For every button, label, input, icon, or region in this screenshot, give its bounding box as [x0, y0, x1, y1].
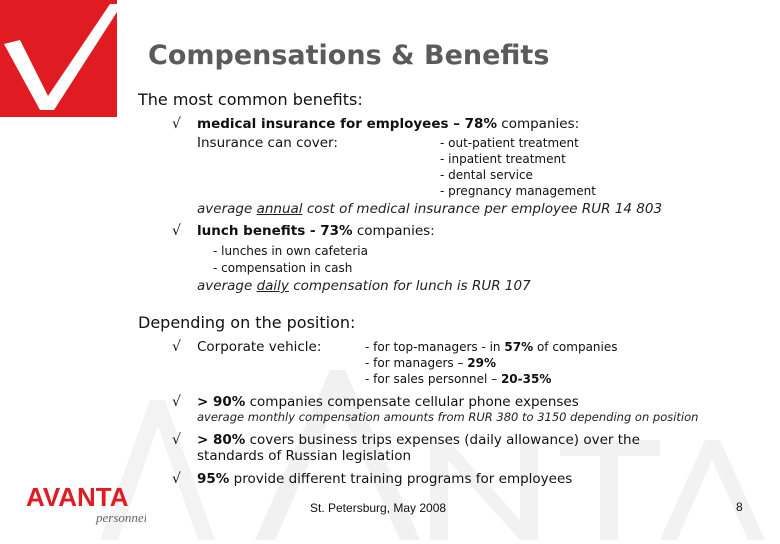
- avanta-brand-sub: personnel: [96, 510, 146, 525]
- vehicle-text: - for managers –: [365, 356, 464, 370]
- medical-insurance-line: [197, 116, 579, 132]
- page-title: Compensations & Benefits: [148, 40, 550, 71]
- avanta-brand-text: AVANTA: [26, 482, 129, 512]
- phone-rest: companies compensate cellular phone expenses: [249, 394, 579, 410]
- medical-insurance-rest: companies:: [501, 116, 580, 132]
- lunch-benefits-bold: lunch benefits - 73%: [197, 223, 353, 239]
- lunch-benefits-rest: companies:: [356, 223, 435, 239]
- section-heading-position: Depending on the position:: [138, 313, 356, 332]
- vehicle-text: of companies: [536, 340, 618, 354]
- insurance-item: - pregnancy management: [440, 184, 596, 198]
- vehicle-percent: 20-35%: [500, 372, 552, 386]
- insurance-cover-label: Insurance can cover:: [197, 135, 338, 151]
- vehicle-text: - for top-managers - in: [365, 340, 501, 354]
- lunch-average-cost: [197, 278, 531, 294]
- footer-place-date: St. Petersburg, May 2008: [310, 501, 447, 515]
- lunch-item: - lunches in own cafeteria: [213, 244, 368, 258]
- check-bullet-icon: √: [172, 471, 181, 487]
- cost-suffix: compensation for lunch is RUR 107: [293, 278, 531, 294]
- cost-prefix: average: [197, 278, 253, 294]
- insurance-item: - dental service: [440, 168, 533, 182]
- check-bullet-icon: √: [172, 432, 181, 448]
- lunch-benefits-line: [197, 223, 435, 239]
- business-trips-line: [197, 432, 640, 448]
- phone-bold: > 90%: [197, 394, 246, 410]
- cost-suffix: cost of medical insurance per employee RUR 14 803: [306, 201, 663, 217]
- vehicle-text: - for sales personnel –: [365, 372, 498, 386]
- logo-check-tile: [0, 0, 117, 117]
- section-heading-common-benefits: The most common benefits:: [138, 90, 363, 109]
- vehicle-line-sales: [365, 372, 551, 386]
- lunch-item: - compensation in cash: [213, 261, 353, 275]
- phone-expenses-line: [197, 394, 579, 410]
- training-line: [197, 471, 572, 487]
- cost-underlined: annual: [256, 201, 303, 217]
- vehicle-line-top-managers: [365, 340, 618, 354]
- check-bullet-icon: √: [172, 223, 181, 239]
- cost-underlined: daily: [256, 278, 289, 294]
- training-bold: 95%: [197, 471, 230, 487]
- avanta-logo-icon: [26, 478, 146, 528]
- medical-average-cost: [197, 201, 662, 217]
- cost-prefix: average: [197, 201, 253, 217]
- trips-rest: covers business trips expenses (daily allowance) over the: [249, 432, 640, 448]
- insurance-item: - out-patient treatment: [440, 136, 579, 150]
- business-trips-line2: standards of Russian legislation: [197, 448, 412, 464]
- check-bullet-icon: √: [172, 394, 181, 410]
- medical-insurance-bold: medical insurance for employees – 78%: [197, 116, 497, 132]
- insurance-item: - inpatient treatment: [440, 152, 566, 166]
- vehicle-line-managers: [365, 356, 496, 370]
- corporate-vehicle-label: Corporate vehicle:: [197, 339, 322, 355]
- check-logo-icon: [0, 0, 117, 117]
- training-rest: provide different training programs for employees: [233, 471, 573, 487]
- vehicle-percent: 57%: [504, 340, 534, 354]
- trips-bold: > 80%: [197, 432, 246, 448]
- vehicle-percent: 29%: [467, 356, 497, 370]
- phone-note: average monthly compensation amounts from RUR 380 to 3150 depending on position: [197, 410, 699, 424]
- check-bullet-icon: √: [172, 339, 181, 355]
- avanta-logo: [26, 478, 146, 532]
- page-number: 8: [736, 500, 743, 514]
- check-bullet-icon: √: [172, 116, 181, 132]
